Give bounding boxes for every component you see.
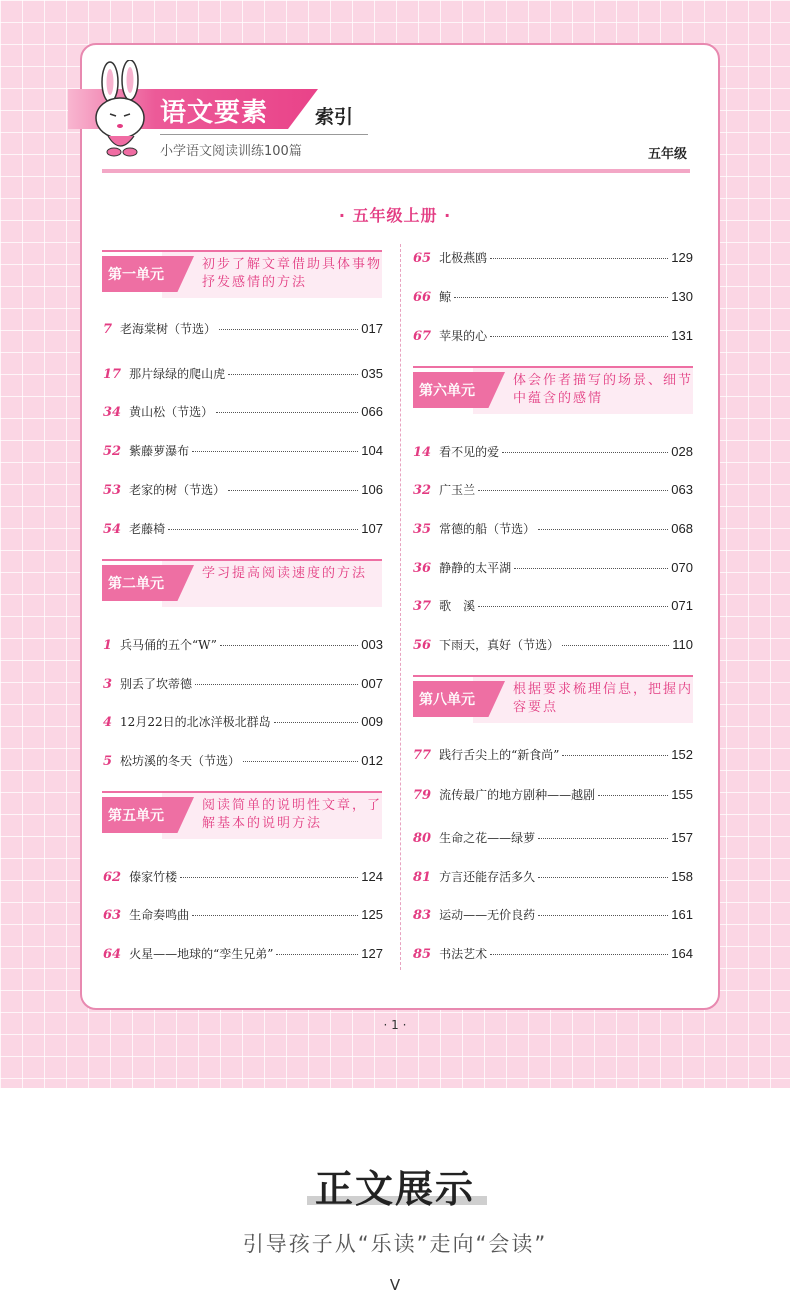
list-item[interactable]: 56 下雨天，真好（节选） 110 — [413, 637, 693, 653]
list-item[interactable]: 77 践行舌尖上的“新食尚” 152 — [413, 747, 693, 763]
bunny-mascot-icon — [80, 60, 170, 160]
list-item[interactable]: 54 老藤椅 107 — [103, 521, 383, 537]
promo-marker: V — [389, 1276, 401, 1294]
unit-block-8 — [413, 675, 693, 721]
unit-desc: 学习提高阅读速度的方法 — [202, 566, 368, 581]
subtitle-divider — [160, 134, 368, 135]
section-title: · 五年级上册 · — [338, 206, 452, 225]
unit-label: 第二单元 — [108, 576, 164, 592]
promo-title-text: 正文展示 — [314, 1167, 475, 1211]
unit-block-5 — [102, 791, 382, 837]
list-item[interactable]: 14 看不见的爱 028 — [413, 444, 693, 460]
unit-block-2 — [102, 559, 382, 605]
unit-desc: 初步了解文章借助具体事物抒发感情的方法 — [202, 257, 383, 290]
list-item[interactable]: 34 黄山松（节选） 066 — [103, 404, 383, 420]
banner-title: 语文要素 — [160, 98, 269, 128]
grade-label: 五年级 — [648, 147, 688, 162]
column-divider — [400, 244, 401, 970]
list-item[interactable]: 85 书法艺术 164 — [413, 946, 693, 962]
promo-title — [0, 1158, 790, 1213]
header-rule — [102, 169, 690, 173]
list-item[interactable]: 62 傣家竹楼 124 — [103, 869, 383, 885]
unit-block-6 — [413, 366, 693, 412]
list-item[interactable]: 4 12月22日的北冰洋极北群岛 009 — [103, 714, 383, 730]
unit-desc: 根据要求梳理信息，把握内容要点 — [513, 682, 694, 715]
list-item[interactable]: 35 常德的船（节选） 068 — [413, 521, 693, 537]
unit-block-1 — [102, 250, 382, 296]
unit-label: 第八单元 — [419, 692, 475, 708]
list-item[interactable]: 67 苹果的心 131 — [413, 328, 693, 344]
list-item[interactable]: 64 火星——地球的“孪生兄弟” 127 — [103, 946, 383, 962]
list-item[interactable]: 53 老家的树（节选） 106 — [103, 482, 383, 498]
list-item[interactable]: 66 鲸 130 — [413, 289, 693, 305]
list-item[interactable]: 81 方言还能存活多久 158 — [413, 869, 693, 885]
list-item[interactable]: 63 生命奏鸣曲 125 — [103, 907, 383, 923]
list-item[interactable]: 79 流传最广的地方剧种——越剧 155 — [413, 787, 693, 803]
list-item[interactable]: 52 紫藤萝瀑布 104 — [103, 443, 383, 459]
list-item[interactable]: 7 老海棠树（节选） 017 — [103, 321, 383, 337]
list-item[interactable]: 1 兵马俑的五个“W” 003 — [103, 637, 383, 653]
unit-label: 第一单元 — [108, 267, 164, 283]
list-item[interactable]: 3 别丢了坎蒂德 007 — [103, 676, 383, 692]
promo-subtitle: 引导孩子从“乐读”走向“会读” — [242, 1232, 548, 1256]
list-item[interactable]: 17 那片绿绿的爬山虎 035 — [103, 366, 383, 382]
list-item[interactable]: 80 生命之花——绿萝 157 — [413, 830, 693, 846]
book-subtitle: 小学语文阅读训练100篇 — [160, 144, 302, 159]
list-item[interactable]: 32 广玉兰 063 — [413, 482, 693, 498]
index-title: 索引 — [315, 106, 354, 128]
list-item[interactable]: 83 运动——无价良药 161 — [413, 907, 693, 923]
list-item[interactable]: 36 静静的太平湖 070 — [413, 560, 693, 576]
unit-desc: 体会作者描写的场景、细节中蕴含的感情 — [513, 373, 694, 406]
list-item[interactable]: 5 松坊溪的冬天（节选） 012 — [103, 753, 383, 769]
list-item[interactable]: 37 歌 溪 071 — [413, 598, 693, 614]
unit-label: 第五单元 — [108, 808, 164, 824]
unit-label: 第六单元 — [419, 383, 475, 399]
unit-desc: 阅读简单的说明性文章，了解基本的说明方法 — [202, 798, 383, 831]
page-number: · 1 · — [383, 1018, 407, 1032]
list-item[interactable]: 65 北极燕鸥 129 — [413, 250, 693, 266]
